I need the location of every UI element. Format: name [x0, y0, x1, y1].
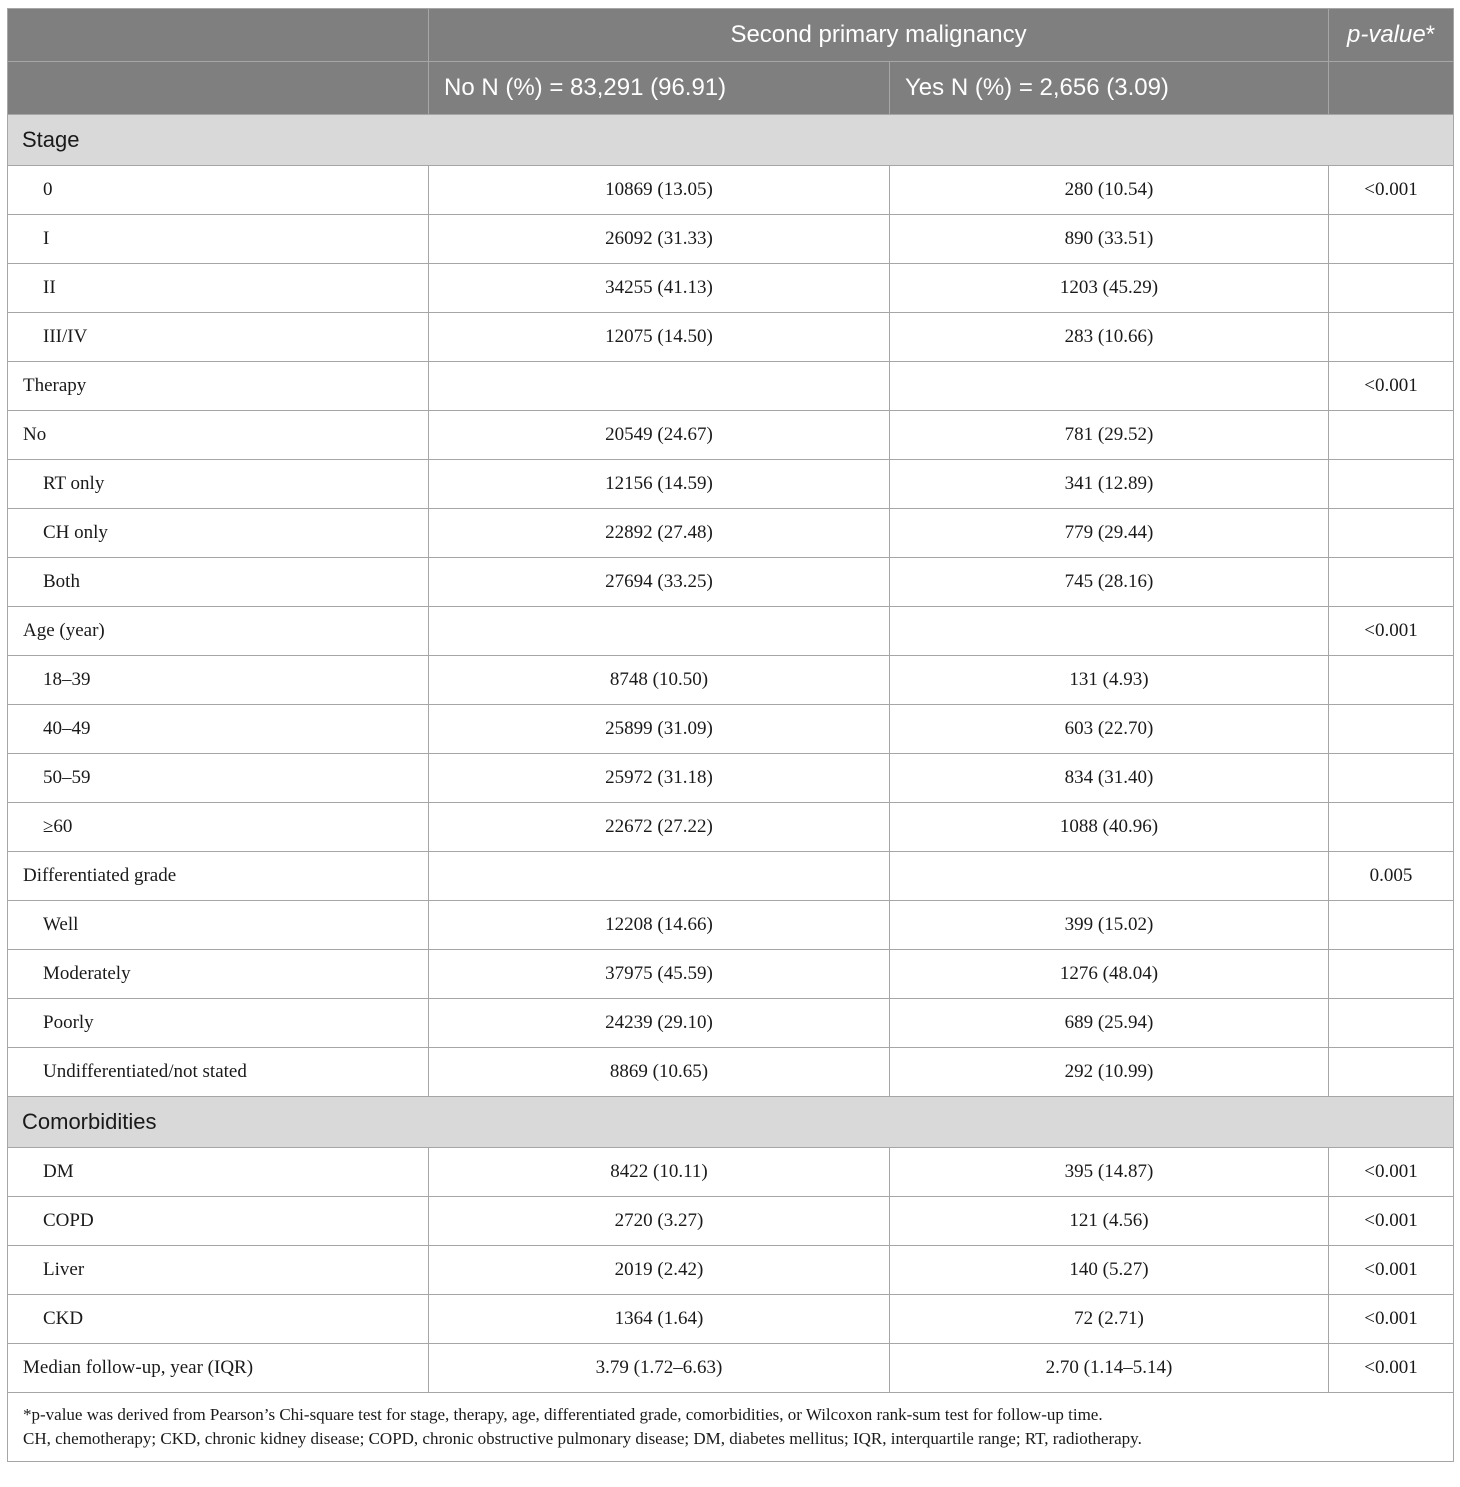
table-row — [8, 460, 1454, 509]
table-header — [8, 9, 1454, 115]
yes-value: 1203 (45.29) — [890, 264, 1329, 313]
yes-value: 140 (5.27) — [890, 1246, 1329, 1295]
table-row — [8, 1197, 1454, 1246]
row-label: II — [8, 264, 429, 313]
table-row — [8, 705, 1454, 754]
row-label: Both — [8, 558, 429, 607]
no-value: 37975 (45.59) — [429, 950, 890, 999]
p-value — [1329, 264, 1454, 313]
yes-value: 1088 (40.96) — [890, 803, 1329, 852]
table-row — [8, 656, 1454, 705]
no-value: 12075 (14.50) — [429, 313, 890, 362]
table-row — [8, 166, 1454, 215]
section-row-stage — [8, 115, 1454, 166]
header-row-1 — [8, 9, 1454, 62]
p-value — [1329, 705, 1454, 754]
p-value-label: p-value — [1346, 21, 1426, 48]
p-value — [1329, 313, 1454, 362]
yes-value: 779 (29.44) — [890, 509, 1329, 558]
no-value: 24239 (29.10) — [429, 999, 890, 1048]
no-value — [429, 362, 890, 411]
header-empty-cell — [1329, 62, 1454, 115]
table-row — [8, 1246, 1454, 1295]
yes-value: 341 (12.89) — [890, 460, 1329, 509]
no-value: 25972 (31.18) — [429, 754, 890, 803]
yes-value: 72 (2.71) — [890, 1295, 1329, 1344]
p-value — [1329, 901, 1454, 950]
yes-value: 834 (31.40) — [890, 754, 1329, 803]
p-value — [1329, 754, 1454, 803]
yes-value: 781 (29.52) — [890, 411, 1329, 460]
no-value: 26092 (31.33) — [429, 215, 890, 264]
footnote-row — [8, 1393, 1454, 1462]
table-row — [8, 901, 1454, 950]
no-value: 34255 (41.13) — [429, 264, 890, 313]
row-label: DM — [8, 1148, 429, 1197]
section-label: Stage — [8, 115, 1454, 166]
p-value: <0.001 — [1329, 1197, 1454, 1246]
no-value: 8422 (10.11) — [429, 1148, 890, 1197]
p-value: <0.001 — [1329, 1148, 1454, 1197]
no-value — [429, 607, 890, 656]
no-value: 22892 (27.48) — [429, 509, 890, 558]
table-row — [8, 1295, 1454, 1344]
row-label: Differentiated grade — [8, 852, 429, 901]
p-value: <0.001 — [1329, 166, 1454, 215]
p-value — [1329, 656, 1454, 705]
table-row — [8, 558, 1454, 607]
section-row-comorbidities — [8, 1097, 1454, 1148]
p-value — [1329, 803, 1454, 852]
p-value: <0.001 — [1329, 607, 1454, 656]
table-row — [8, 950, 1454, 999]
p-value — [1329, 999, 1454, 1048]
table-row — [8, 754, 1454, 803]
p-value: <0.001 — [1329, 1246, 1454, 1295]
p-value — [1329, 215, 1454, 264]
yes-value: 395 (14.87) — [890, 1148, 1329, 1197]
row-label: Undifferentiated/not stated — [8, 1048, 429, 1097]
yes-value: 2.70 (1.14–5.14) — [890, 1344, 1329, 1393]
col-yes-header: Yes N (%) = 2,656 (3.09) — [890, 62, 1329, 115]
no-value: 12156 (14.59) — [429, 460, 890, 509]
yes-value — [890, 362, 1329, 411]
p-value — [1329, 460, 1454, 509]
footnote-abbreviations: CH, chemotherapy; CKD, chronic kidney disease; COPD, chronic obstructive pulmonary disease; DM, diabetes mellitus; IQR, interquartile range; RT, radiotherapy. — [23, 1429, 1142, 1448]
p-value-mark: * — [1425, 21, 1436, 48]
table-row — [8, 215, 1454, 264]
row-label: Moderately — [8, 950, 429, 999]
yes-value: 280 (10.54) — [890, 166, 1329, 215]
no-value: 3.79 (1.72–6.63) — [429, 1344, 890, 1393]
row-label: Poorly — [8, 999, 429, 1048]
p-value — [1329, 1048, 1454, 1097]
p-value: <0.001 — [1329, 362, 1454, 411]
table-row — [8, 264, 1454, 313]
p-value: <0.001 — [1329, 1295, 1454, 1344]
row-label: ≥60 — [8, 803, 429, 852]
no-value: 12208 (14.66) — [429, 901, 890, 950]
row-label: Median follow-up, year (IQR) — [8, 1344, 429, 1393]
no-value: 27694 (33.25) — [429, 558, 890, 607]
p-value-header — [1329, 9, 1454, 62]
table-row — [8, 362, 1454, 411]
no-value: 20549 (24.67) — [429, 411, 890, 460]
col-no-header: No N (%) = 83,291 (96.91) — [429, 62, 890, 115]
yes-value: 1276 (48.04) — [890, 950, 1329, 999]
row-label: 40–49 — [8, 705, 429, 754]
p-value: <0.001 — [1329, 1344, 1454, 1393]
row-label: Well — [8, 901, 429, 950]
p-value — [1329, 509, 1454, 558]
p-value — [1329, 411, 1454, 460]
header-row-2 — [8, 62, 1454, 115]
yes-value: 292 (10.99) — [890, 1048, 1329, 1097]
table-row — [8, 852, 1454, 901]
table-row — [8, 803, 1454, 852]
row-label: Liver — [8, 1246, 429, 1295]
no-value: 25899 (31.09) — [429, 705, 890, 754]
table-row — [8, 607, 1454, 656]
table-row — [8, 1344, 1454, 1393]
row-label: CKD — [8, 1295, 429, 1344]
yes-value: 399 (15.02) — [890, 901, 1329, 950]
table-body — [8, 115, 1454, 1393]
p-value — [1329, 950, 1454, 999]
header-empty-cell — [8, 62, 429, 115]
table-row — [8, 411, 1454, 460]
p-value — [1329, 558, 1454, 607]
footnote-cell — [8, 1393, 1454, 1462]
row-label: No — [8, 411, 429, 460]
no-value: 22672 (27.22) — [429, 803, 890, 852]
table-row — [8, 1048, 1454, 1097]
results-table — [7, 8, 1454, 1462]
no-value: 2720 (3.27) — [429, 1197, 890, 1246]
group-title: Second primary malignancy — [429, 9, 1329, 62]
no-value: 1364 (1.64) — [429, 1295, 890, 1344]
no-value: 8869 (10.65) — [429, 1048, 890, 1097]
table-row — [8, 509, 1454, 558]
row-label: III/IV — [8, 313, 429, 362]
yes-value: 689 (25.94) — [890, 999, 1329, 1048]
yes-value: 121 (4.56) — [890, 1197, 1329, 1246]
row-label: 18–39 — [8, 656, 429, 705]
yes-value: 745 (28.16) — [890, 558, 1329, 607]
yes-value: 131 (4.93) — [890, 656, 1329, 705]
yes-value — [890, 607, 1329, 656]
table-row — [8, 1148, 1454, 1197]
no-value: 2019 (2.42) — [429, 1246, 890, 1295]
no-value: 10869 (13.05) — [429, 166, 890, 215]
row-label: COPD — [8, 1197, 429, 1246]
table-row — [8, 313, 1454, 362]
yes-value — [890, 852, 1329, 901]
no-value: 8748 (10.50) — [429, 656, 890, 705]
row-label: CH only — [8, 509, 429, 558]
row-label: I — [8, 215, 429, 264]
table-row — [8, 999, 1454, 1048]
yes-value: 890 (33.51) — [890, 215, 1329, 264]
p-value: 0.005 — [1329, 852, 1454, 901]
no-value — [429, 852, 890, 901]
footnote-p-value: *p-value was derived from Pearson’s Chi-square test for stage, therapy, age, differentiated grade, comorbidities, or Wilcoxon rank-sum test for follow-up time. — [23, 1405, 1103, 1424]
table-container — [7, 8, 1453, 1462]
header-empty-cell — [8, 9, 429, 62]
yes-value: 283 (10.66) — [890, 313, 1329, 362]
table-footer — [8, 1393, 1454, 1462]
section-label: Comorbidities — [8, 1097, 1454, 1148]
row-label: RT only — [8, 460, 429, 509]
row-label: Therapy — [8, 362, 429, 411]
row-label: 0 — [8, 166, 429, 215]
yes-value: 603 (22.70) — [890, 705, 1329, 754]
row-label: 50–59 — [8, 754, 429, 803]
row-label: Age (year) — [8, 607, 429, 656]
